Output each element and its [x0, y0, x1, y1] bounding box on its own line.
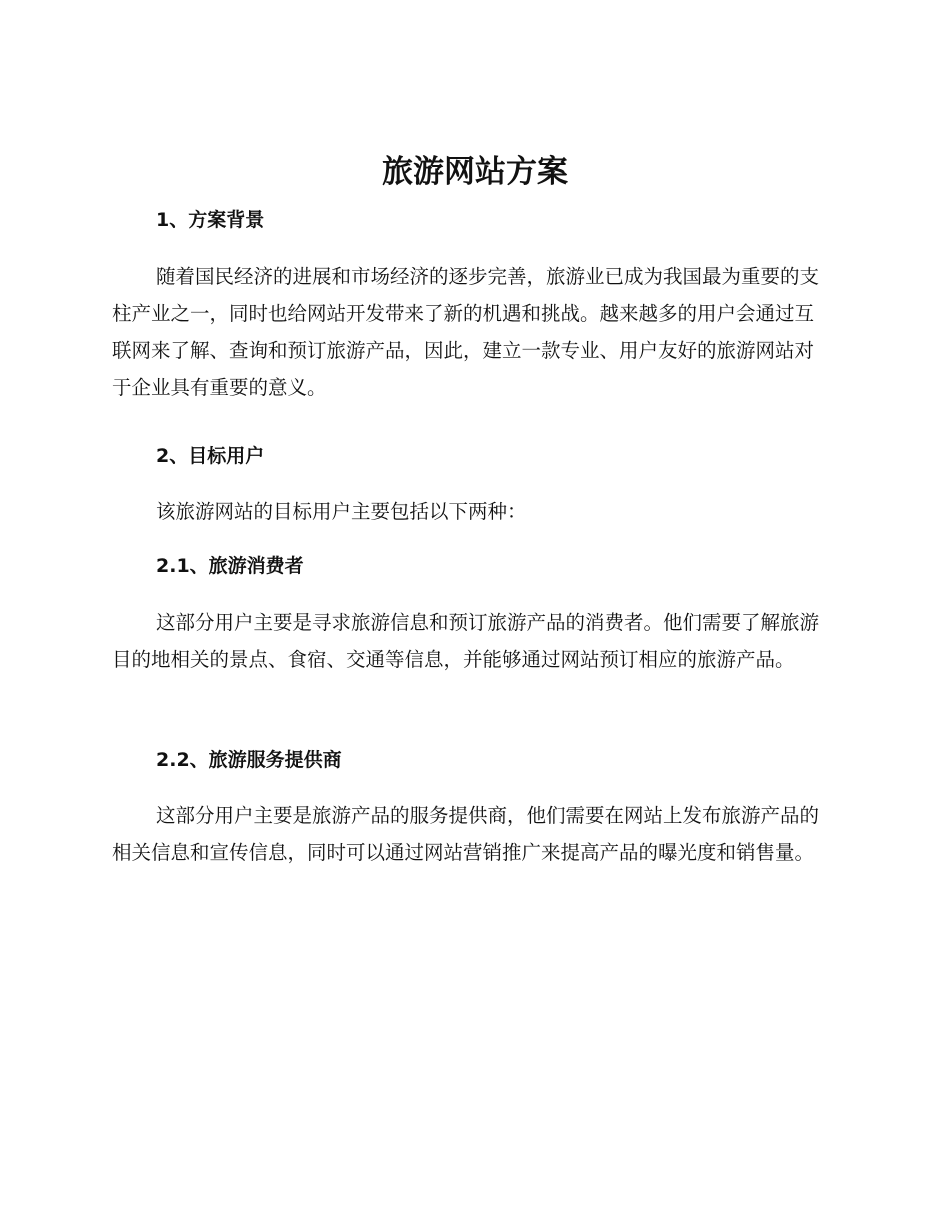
section-paragraph-tourists: 这部分用户主要是寻求旅游信息和预订旅游产品的消费者。他们需要了解旅游目的地相关的景点、食宿、交通等信息，并能够通过网站预订相应的旅游产品。 [112, 611, 820, 671]
document-title: 旅游网站方案 [382, 154, 568, 190]
section-heading-tourists: 2.1、旅游消费者 [156, 555, 304, 577]
section-heading-service-providers: 2.2、旅游服务提供商 [156, 749, 342, 771]
section-paragraph-target-users: 该旅游网站的目标用户主要包括以下两种： [156, 500, 527, 523]
section-heading-target-users: 2、目标用户 [156, 445, 265, 467]
section-paragraph-service-providers: 这部分用户主要是旅游产品的服务提供商，他们需要在网站上发布旅游产品的相关信息和宣传信息，同时可以通过网站营销推广来提高产品的曝光度和销售量。 [112, 804, 820, 864]
section-paragraph-background: 随着国民经济的进展和市场经济的逐步完善，旅游业已成为我国最为重要的支柱产业之一，同时也给网站开发带来了新的机遇和挑战。越来越多的用户会通过互联网来了解、查询和预订旅游产品，因此，建立一款专业、用户友好的旅游网站对于企业具有重要的意义。 [112, 265, 820, 399]
section-heading-background: 1、方案背景 [156, 209, 265, 231]
